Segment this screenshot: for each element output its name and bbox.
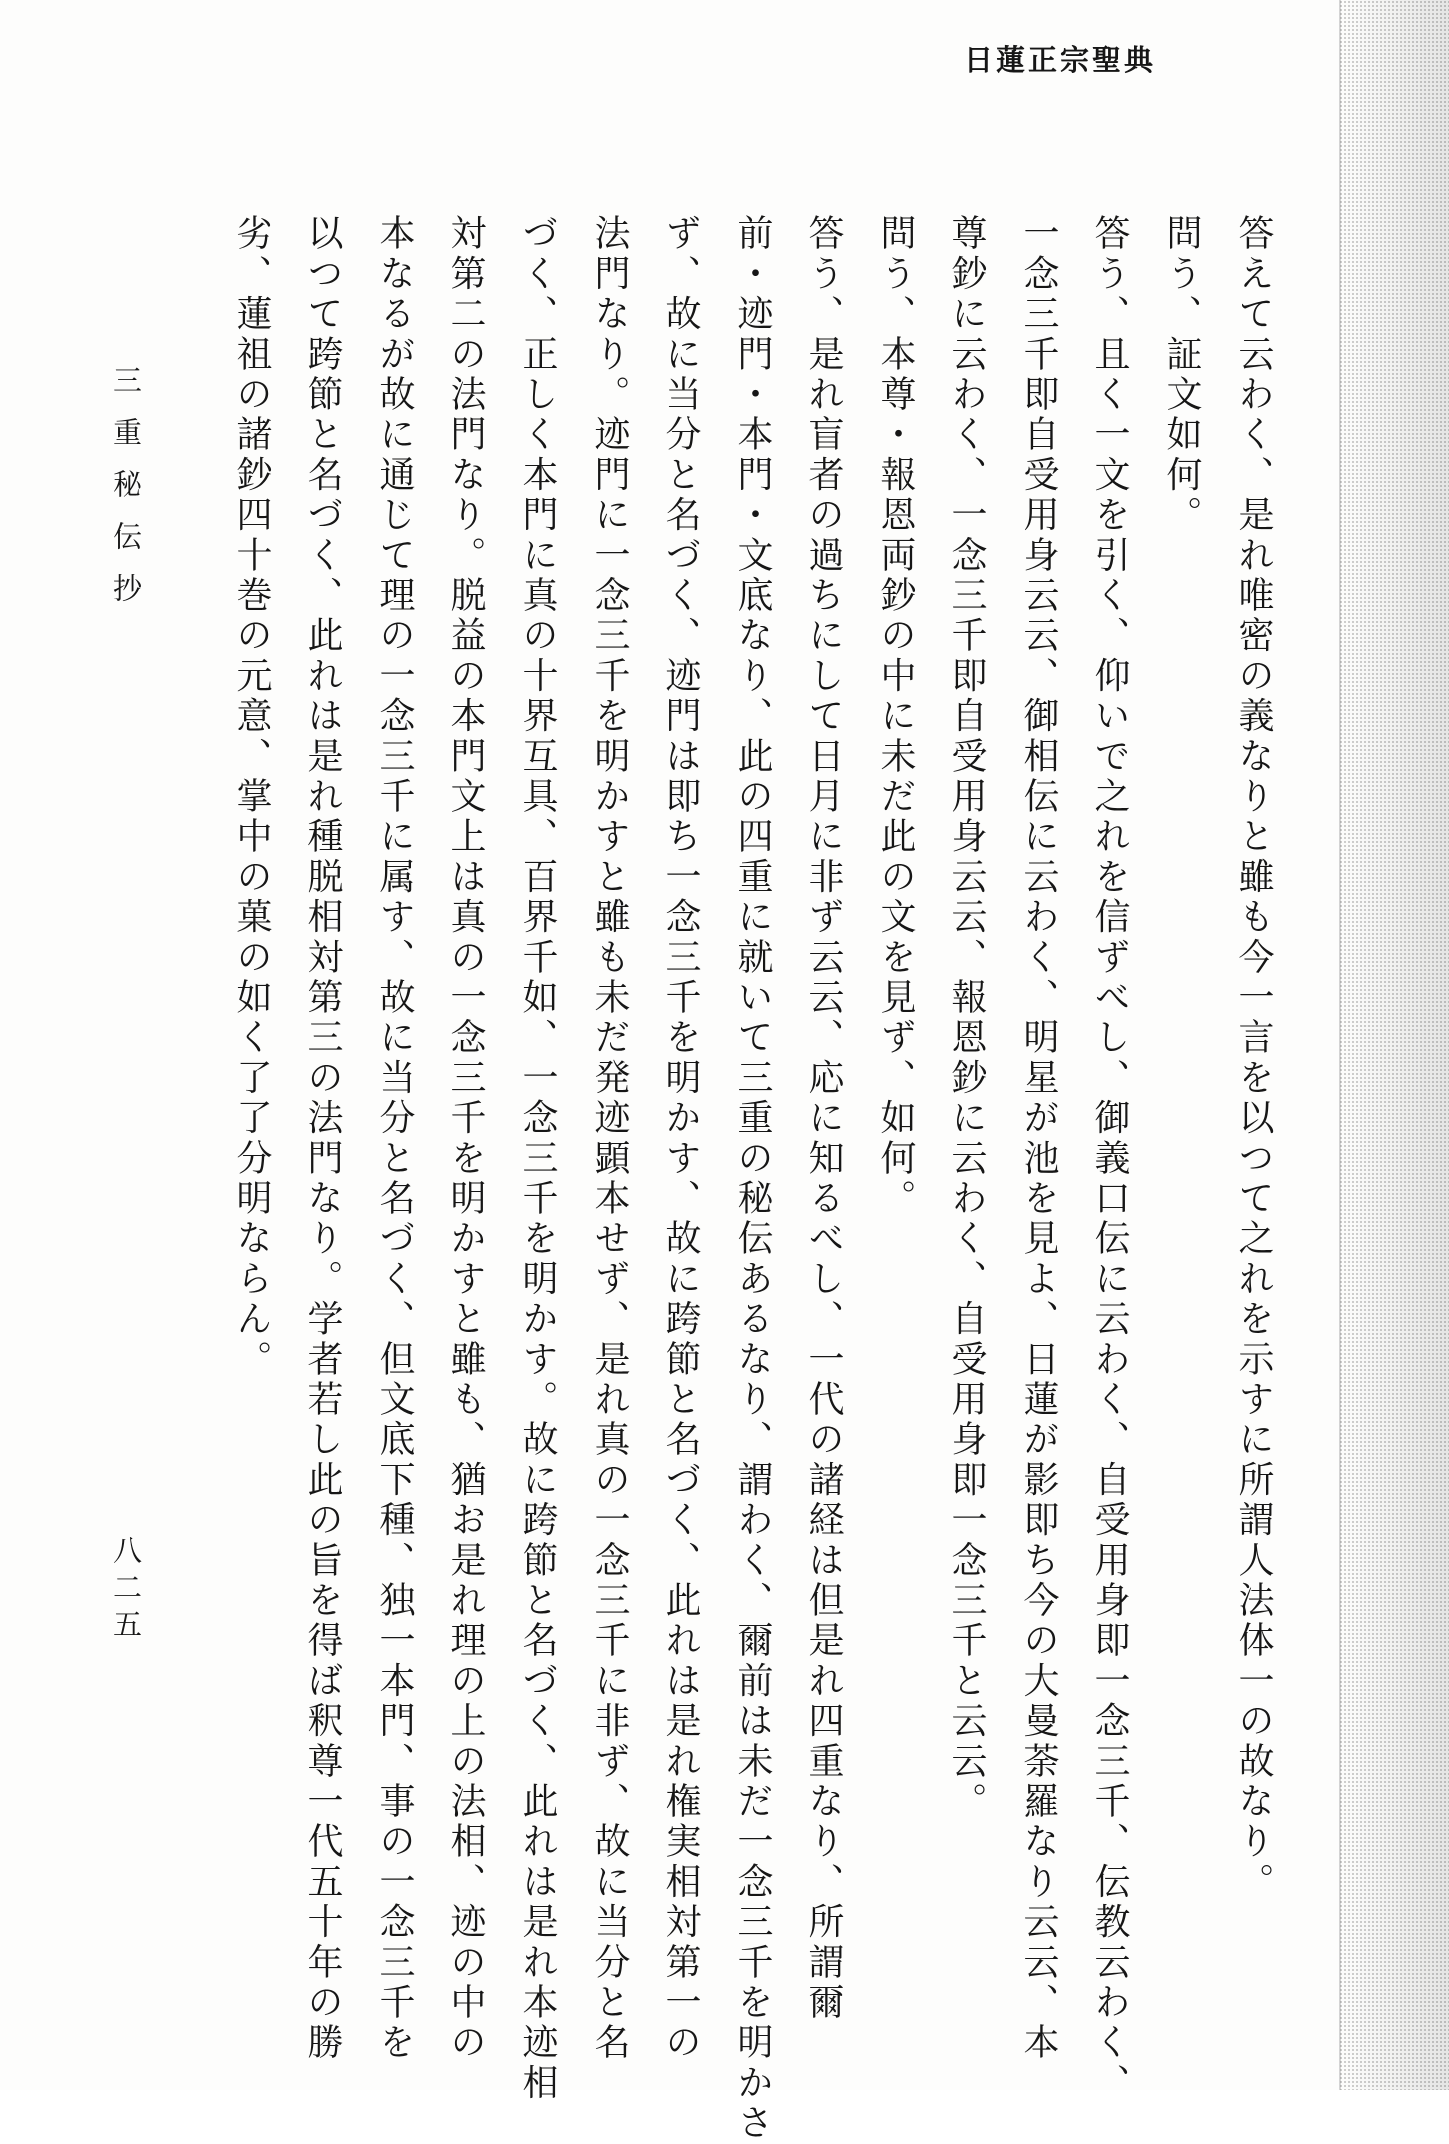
running-head-title: 日蓮正宗聖典 (964, 43, 1157, 77)
scan-edge-shading (1339, 0, 1449, 2090)
text-body (174, 214, 1274, 2144)
scan-edge-line (1339, 0, 1341, 2090)
text-column-3: 答う、且く一文を引く、仰いで之れを信ずべし、御義口伝に云わく、自受用身即一念三千、伝教云わく、 (1089, 214, 1130, 2104)
text-column-14: 以つて跨節と名づく、此れは是れ種脱相対第三の法門なり。学者若し此の旨を得ば釈尊一代五十年の勝 (302, 214, 343, 2064)
text-column-8: 前・迹門・本門・文底なり、此の四重に就いて三重の秘伝あるなり、謂わく、爾前は未だ一念三千を明かさ (732, 214, 773, 2144)
page-number: 八二五 (109, 1535, 143, 1646)
text-column-12: 対第二の法門なり。脱益の本門文上は真の一念三千を明かすと雖も、猶お是れ理の上の法相、迹の中の (445, 214, 486, 2064)
text-column-7: 答う、是れ盲者の過ちにして日月に非ず云云、応に知るべし、一代の諸経は但是れ四重なり、所謂爾 (803, 214, 844, 2023)
text-column-5: 尊鈔に云わく、一念三千即自受用身云云、報恩鈔に云わく、自受用身即一念三千と云云。 (946, 214, 987, 1822)
text-column-11: づく、正しく本門に真の十界互具、百界千如、一念三千を明かす。故に跨節と名づく、此れは是れ本迹相 (517, 214, 558, 2104)
text-column-1: 答えて云わく、是れ唯密の義なりと雖も今一言を以つて之れを示すに所謂人法体一の故なり。 (1233, 214, 1274, 1903)
text-column-15: 劣、蓮祖の諸鈔四十巻の元意、掌中の菓の如く了了分明ならん。 (231, 214, 272, 1380)
footer-book-title: 三重秘伝抄 (109, 365, 143, 625)
text-column-10: 法門なり。迹門に一念三千を明かすと雖も未だ発迹顕本せず、是れ真の一念三千に非ず、故に当分と名 (589, 214, 630, 2064)
text-column-4: 一念三千即自受用身云云、御相伝に云わく、明星が池を見よ、日蓮が影即ち今の大曼荼羅なり云云、本 (1018, 214, 1059, 2064)
text-column-13: 本なるが故に通じて理の一念三千に属す、故に当分と名づく、但文底下種、独一本門、事の一念三千を (374, 214, 415, 2064)
text-column-9: ず、故に当分と名づく、迹門は即ち一念三千を明かす、故に跨節と名づく、此れは是れ権実相対第一の (660, 214, 701, 2064)
text-column-2: 問う、証文如何。 (1161, 214, 1202, 536)
text-column-6: 問う、本尊・報恩両鈔の中に未だ此の文を見ず、如何。 (875, 214, 916, 1219)
